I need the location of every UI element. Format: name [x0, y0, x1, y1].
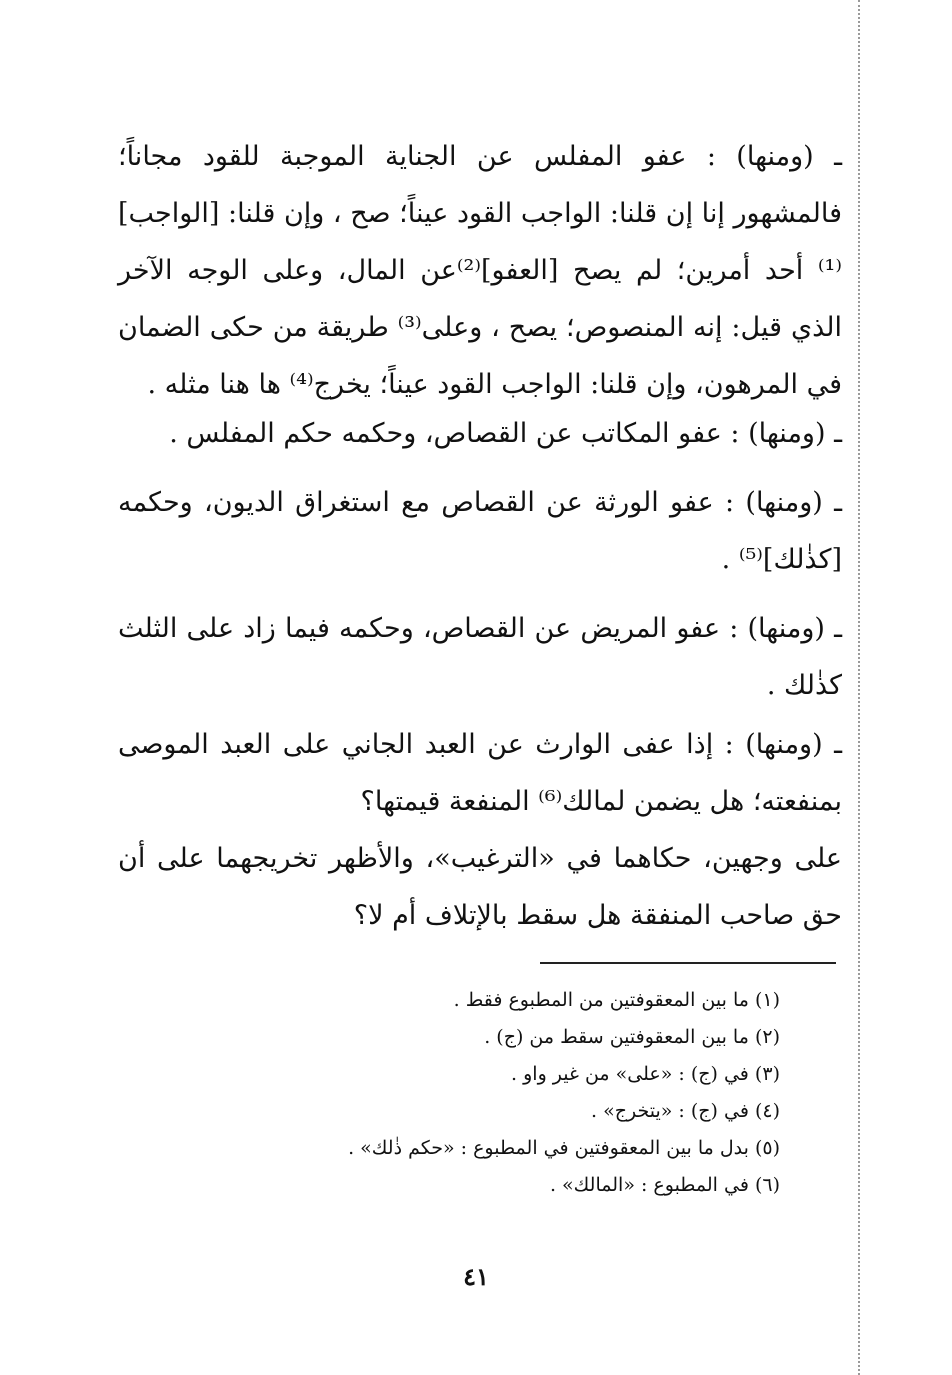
- paragraph-heirs-pardon: [118, 474, 842, 588]
- footnote-1: (١) ما بين المعقوفتين من المطبوع فقط .: [453, 989, 780, 1011]
- footnote-6: (٦) في المطبوع : «المالك» .: [549, 1174, 780, 1196]
- paragraph-text: ـ (ومنها) : عفو الورثة عن القصاص مع استغراق الديون، وحكمه [كذٰلك]⁽⁵⁾ .: [118, 487, 842, 575]
- paragraph-mukatab-pardon: [118, 405, 842, 462]
- paragraph-text: ـ (ومنها) : عفو المفلس عن الجناية الموجبة للقود مجاناً؛ فالمشهور إنا إن قلنا: الواجب القود عيناً؛ صح ، وإن قلنا: [الواجب]⁽¹⁾ أحد أمرين؛ لم يصح [العفو]⁽²⁾عن المال، وعلى الوجه الآخر الذي قيل: إنه المنصوص؛ يصح ، وعلى⁽³⁾ طريقة من حكى الضمان في المرهون، وإن قلنا: الواجب القود عيناً؛ يخرج⁽⁴⁾ ها هنا مثله .: [118, 141, 842, 400]
- page-number: ٤١: [463, 1262, 489, 1291]
- footnote-4: (٤) في (ج) : «يتخرج» .: [591, 1100, 780, 1122]
- footnotes: [250, 982, 780, 1204]
- footnote-2: (٢) ما بين المعقوفتين سقط من (ج) .: [484, 1026, 780, 1048]
- paragraph-text: ـ (ومنها) : عفو المريض عن القصاص، وحكمه فيما زاد على الثلث كذٰلك .: [118, 613, 842, 701]
- paragraph-text: ـ (ومنها) : عفو المكاتب عن القصاص، وحكمه حكم المفلس .: [169, 418, 842, 449]
- paragraph-two-opinions: [118, 830, 842, 944]
- footnote-3: (٣) في (ج) : «على» من غير واو .: [511, 1063, 780, 1085]
- paragraph-text: على وجهين، حكاهما في «الترغيب»، والأظهر تخريجهما على أن حق صاحب المنفقة هل سقط بالإتلاف أم لا؟: [118, 843, 842, 931]
- page-edge-dotted-line: [858, 0, 860, 1375]
- paragraph-heir-slave-pardon: [118, 716, 842, 830]
- paragraph-sick-pardon: [118, 600, 842, 714]
- paragraph-text: ـ (ومنها) : إذا عفى الوارث عن العبد الجاني على العبد الموصى بمنفعته؛ هل يضمن لمالك⁽⁶⁾ المنفعة قيمتها؟: [118, 729, 842, 817]
- footnote-separator: [540, 962, 836, 964]
- footnote-5: (٥) بدل ما بين المعقوفتين في المطبوع : «حكم ذٰلك» .: [348, 1137, 780, 1159]
- paragraph-mufallis-pardon: [118, 128, 842, 413]
